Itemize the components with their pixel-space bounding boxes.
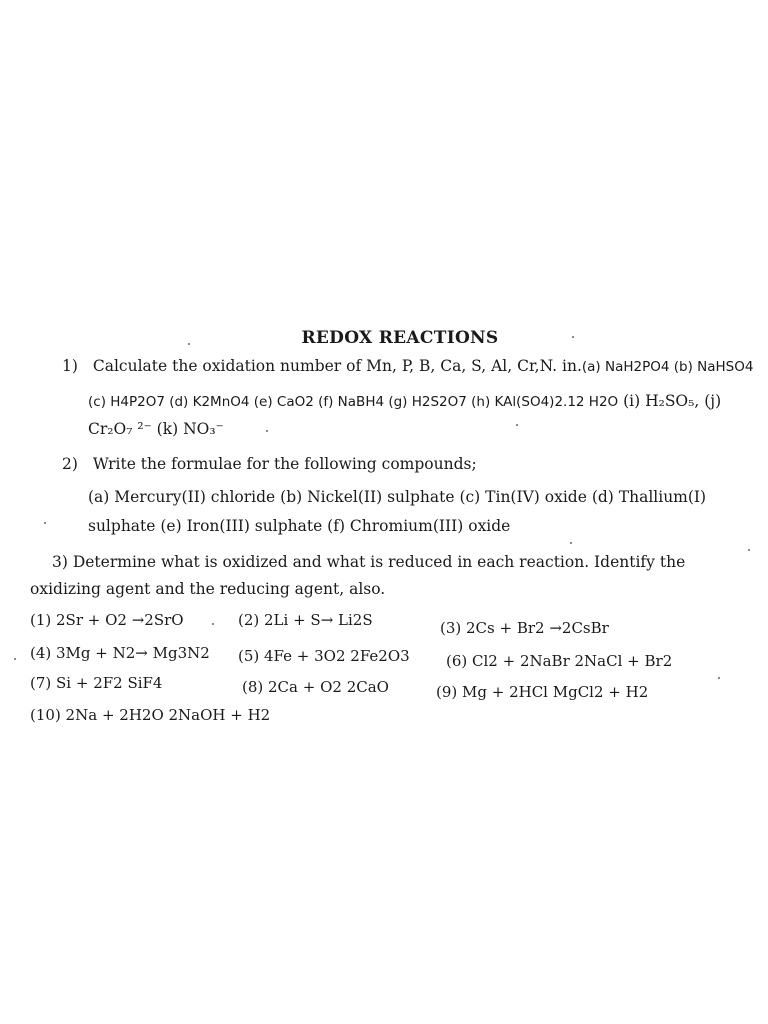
scan-speck bbox=[188, 343, 190, 345]
question-1-line-2 bbox=[88, 392, 721, 410]
scan-speck bbox=[570, 542, 572, 544]
question-3-text: 3) Determine what is oxidized and what is reduced in each reaction. Identify the bbox=[52, 553, 686, 571]
reaction-3: (3) 2Cs + Br2 →2CsBr bbox=[440, 619, 609, 637]
reaction-10: (10) 2Na + 2H2O 2NaOH + H2 bbox=[30, 706, 271, 724]
scan-speck bbox=[44, 522, 46, 524]
reaction-2: (2) 2Li + S→ Li2S bbox=[238, 611, 373, 629]
question-1-compounds-j-k: Cr₂O₇ ²⁻ (k) NO₃⁻ bbox=[88, 420, 224, 438]
question-1-line-1 bbox=[62, 357, 753, 375]
question-2-line-3 bbox=[88, 517, 510, 535]
scan-speck bbox=[212, 623, 214, 625]
question-3-line-1 bbox=[52, 553, 685, 571]
question-3-text-continued: oxidizing agent and the reducing agent, also. bbox=[30, 580, 386, 598]
question-2-compounds-a-d: (a) Mercury(II) chloride (b) Nickel(II) sulphate (c) Tin(IV) oxide (d) Thallium(I) bbox=[88, 488, 707, 506]
reaction-8: (8) 2Ca + O2 2CaO bbox=[242, 678, 389, 696]
question-3-line-2 bbox=[30, 580, 385, 598]
page-title: REDOX REACTIONS bbox=[301, 328, 499, 348]
reaction-6: (6) Cl2 + 2NaBr 2NaCl + Br2 bbox=[446, 652, 673, 670]
question-1-compounds-i-j: (i) H₂SO₅, (j) bbox=[623, 392, 722, 410]
reaction-5: (5) 4Fe + 3O2 2Fe2O3 bbox=[238, 647, 410, 665]
scan-speck bbox=[516, 424, 518, 426]
question-1-compounds-a-b: (a) NaH2PO4 (b) NaHSO4 bbox=[581, 359, 754, 375]
reaction-4: (4) 3Mg + N2→ Mg3N2 bbox=[30, 644, 210, 662]
scan-speck bbox=[14, 658, 16, 660]
scan-speck bbox=[748, 549, 750, 551]
scan-speck bbox=[572, 336, 574, 338]
reaction-1: (1) 2Sr + O2 →2SrO bbox=[30, 611, 184, 629]
question-1-compounds-c-h: (c) H4P2O7 (d) K2MnO4 (e) CaO2 (f) NaBH4 (g) H2S2O7 (h) KAl(SO4)2.12 H2O bbox=[88, 394, 619, 410]
question-1-line-3 bbox=[88, 420, 224, 438]
reaction-9: (9) Mg + 2HCl MgCl2 + H2 bbox=[436, 683, 649, 701]
question-2-text: Write the formulae for the following compounds; bbox=[92, 455, 477, 473]
scan-speck bbox=[266, 430, 268, 432]
question-2-line-2 bbox=[88, 488, 706, 506]
scan-speck bbox=[718, 677, 720, 679]
question-2-number: 2) bbox=[62, 455, 78, 473]
reaction-7: (7) Si + 2F2 SiF4 bbox=[30, 674, 163, 692]
question-1-number: 1) bbox=[62, 357, 78, 375]
question-2-line-1 bbox=[62, 455, 477, 473]
question-2-compounds-d-f: sulphate (e) Iron(III) sulphate (f) Chromium(III) oxide bbox=[88, 517, 511, 535]
question-1-text: Calculate the oxidation number of Mn, P, B, Ca, S, Al, Cr,N. in. bbox=[92, 357, 582, 375]
